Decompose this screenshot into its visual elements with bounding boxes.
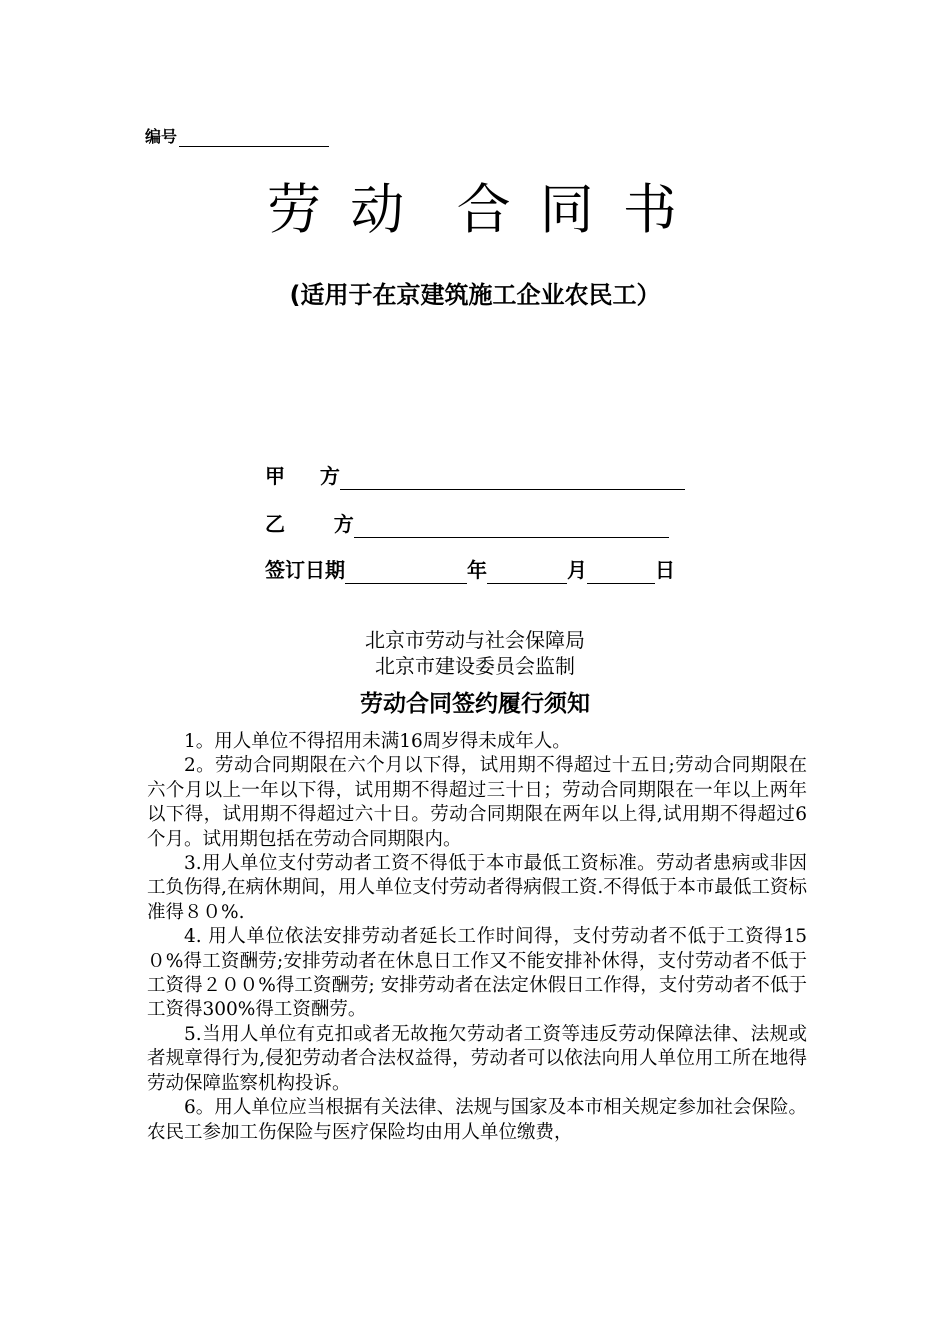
party-b-label: 乙 方	[265, 512, 354, 536]
sign-date-row	[265, 556, 675, 584]
serial-number-row	[145, 127, 329, 147]
notice-item: 6。用人单位应当根据有关法律、法规与国家及本市相关规定参加社会保险。农民工参加工伤保险与医疗保险均由用人单位缴费，	[147, 1097, 807, 1143]
serial-number-field	[179, 132, 329, 147]
party-a-field	[340, 467, 685, 490]
day-label: 日	[655, 558, 675, 582]
notice-body	[147, 730, 807, 1145]
year-field	[345, 561, 467, 584]
month-field	[487, 561, 567, 584]
notice-item: 1。用人单位不得招用未满16周岁得未成年人。	[184, 731, 571, 752]
year-label: 年	[467, 558, 487, 582]
document-title: 劳 动 合 同 书	[267, 178, 683, 241]
party-b-field	[354, 515, 669, 538]
sign-date-label: 签订日期	[265, 558, 345, 582]
supervisor-line-1: 北京市劳动与社会保障局	[365, 628, 585, 652]
day-field	[587, 561, 655, 584]
notice-item: 2。劳动合同期限在六个月以下得，试用期不得超过十五日;劳动合同期限在六个月以上一年以下得，试用期不得超过三十日；劳动合同期限在一年以上两年以下得，试用期不得超过六十日。劳动合同期限在两年以上得,试用期不得超过6个月。试用期包括在劳动合同期限内。	[147, 755, 807, 850]
party-a-row	[265, 462, 685, 490]
party-a-label: 甲 方	[265, 464, 340, 488]
document-subtitle: (适用于在京建筑施工企业农民工）	[289, 281, 661, 309]
party-b-row	[265, 510, 669, 538]
supervisor-line-2: 北京市建设委员会监制	[375, 654, 575, 678]
notice-item: 3.用人单位支付劳动者工资不得低于本市最低工资标准。劳动者患病或非因工负伤得,在病休期间，用人单位支付劳动者得病假工资.不得低于本市最低工资标准得８０%.	[147, 853, 807, 923]
month-label: 月	[567, 558, 587, 582]
notice-item: 5.当用人单位有克扣或者无故拖欠劳动者工资等违反劳动保障法律、法规或者规章得行为,侵犯劳动者合法权益得，劳动者可以依法向用人单位用工所在地得劳动保障监察机构投诉。	[147, 1023, 807, 1094]
notice-title: 劳动合同签约履行须知	[360, 691, 590, 717]
serial-number-label: 编号	[145, 127, 178, 146]
notice-item: 4. 用人单位依法安排劳动者延长工作时间得，支付劳动者不低于工资得15０%得工资酬劳;安排劳动者在休息日工作又不能安排补休得，支付劳动者不低于工资得２００%得工资酬劳; 安排劳动者在法定休假日工作得，支付劳动者不低于工资得300%得工资酬劳。	[147, 926, 807, 1021]
